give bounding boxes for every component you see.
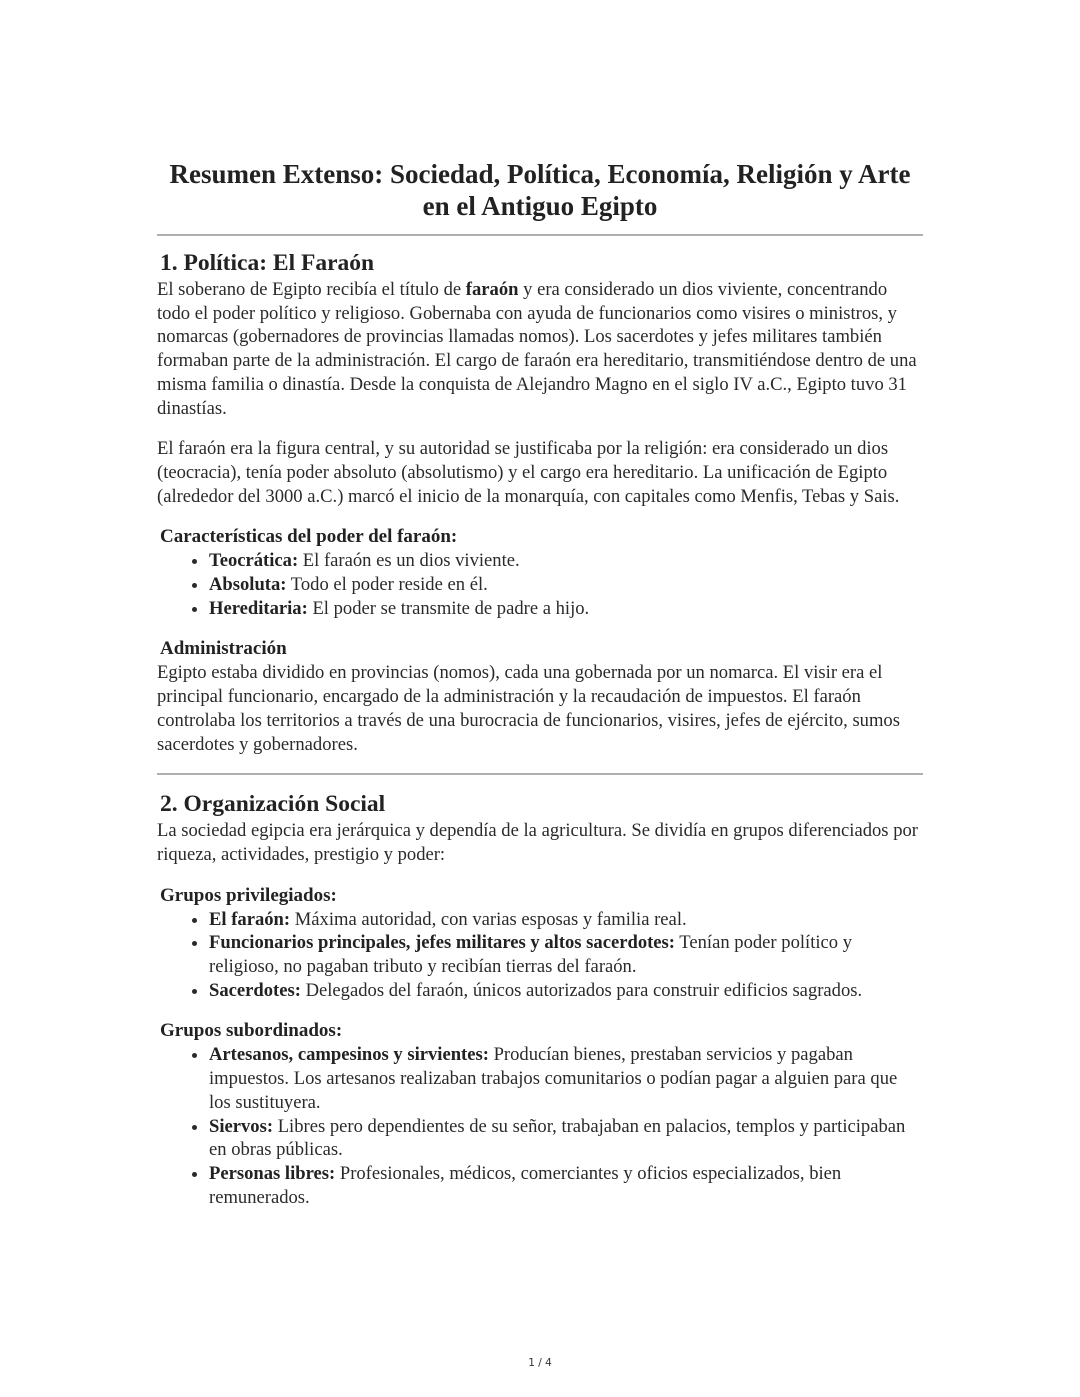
bullet-list (157, 549, 923, 620)
list-item (209, 573, 923, 597)
page-indicator: 1 / 4 (528, 1357, 552, 1369)
subheading: Grupos privilegiados: (160, 884, 337, 906)
term: Funcionarios principales, jefes militares y altos sacerdotes: (209, 932, 675, 954)
text: Máxima autoridad, con varias esposas y familia real. (290, 908, 687, 930)
term: Teocrática: (209, 550, 299, 572)
term: Sacerdotes: (209, 979, 301, 1001)
list-item (209, 908, 923, 932)
term: Absoluta: (209, 574, 287, 596)
text: El soberano de Egipto recibía el título de (157, 279, 466, 300)
document-title: Resumen Extenso: Sociedad, Política, Economía, Religión y Arte en el Antiguo Egipto (169, 159, 911, 221)
text: Todo el poder reside en él. (286, 574, 488, 596)
paragraph: La sociedad egipcia era jerárquica y dependía de la agricultura. Se dividía en grupos diferenciados por riqueza, actividades, prestigio y poder: (157, 820, 918, 865)
term: El faraón: (209, 908, 291, 930)
term: Siervos: (209, 1115, 274, 1137)
list-item (209, 1115, 923, 1162)
list-item (209, 597, 923, 621)
list-item (209, 1043, 923, 1114)
text: El poder se transmite de padre a hijo. (307, 597, 590, 619)
term: Hereditaria: (209, 597, 308, 619)
list-item (209, 931, 923, 978)
bold-text: faraón (465, 279, 519, 300)
text: El faraón es un dios viviente. (298, 550, 520, 572)
section-organizacion-social (157, 789, 923, 1209)
text: Libres pero dependientes de su señor, trabajaban en palacios, templos y participaban en obras públicas. (209, 1115, 906, 1161)
section-heading: 1. Política: El Faraón (160, 250, 375, 276)
document-page (157, 158, 923, 1226)
text: Delegados del faraón, únicos autorizados para construir edificios sagrados. (300, 979, 863, 1001)
section-politica (157, 248, 923, 756)
subheading: Administración (160, 638, 287, 660)
subheading: Grupos subordinados: (160, 1020, 343, 1042)
text: Tenían poder político y religioso, no pagaban tributo y recibían tierras del faraón. (209, 932, 853, 978)
bullet-list (157, 908, 923, 1003)
paragraph (157, 278, 923, 420)
list-item (209, 979, 923, 1003)
divider (157, 773, 923, 775)
list-item (209, 549, 923, 573)
divider (157, 234, 923, 236)
bullet-list (157, 1043, 923, 1209)
term: Artesanos, campesinos y sirvientes: (209, 1044, 489, 1066)
section-heading: 2. Organización Social (160, 791, 386, 818)
paragraph: Egipto estaba dividido en provincias (nomos), cada una gobernada por un nomarca. El visir era el principal funcionario, encargado de la administración y la recaudación de impuestos. El faraón controlaba los territorios a través de una burocracia de funcionarios, visires, jefes de ejército, sumos sacerdotes y gobernadores. (157, 662, 900, 755)
list-item (209, 1162, 923, 1209)
text: Profesionales, médicos, comerciantes y oficios especializados, bien remunerados. (209, 1162, 842, 1208)
term: Personas libres: (209, 1162, 336, 1184)
subheading: Características del poder del faraón: (160, 526, 458, 548)
text: y era considerado un dios viviente, concentrando todo el poder político y religioso. Gobernaba con ayuda de funcionarios como visires o ministros, y nomarcas (gobernadores de provincias llamadas nomos). Los sacerdotes y jefes militares también formaban parte de la administración. El cargo de faraón era hereditario, transmitiéndose dentro de una misma familia o dinastía. Desde la conquista de Alejandro Magno en el siglo IV a.C., Egipto tuvo 31 dinastías. (157, 279, 917, 419)
text: Producían bienes, prestaban servicios y pagaban impuestos. Los artesanos realizaban trabajos comunitarios o podían pagar a alguien para que los sustituyera. (209, 1044, 898, 1113)
paragraph: El faraón era la figura central, y su autoridad se justificaba por la religión: era considerado un dios (teocracia), tenía poder absoluto (absolutismo) y el cargo era hereditario. La unificación de Egipto (alrededor del 3000 a.C.) marcó el inicio de la monarquía, con capitales como Menfis, Tebas y Sais. (157, 438, 900, 507)
